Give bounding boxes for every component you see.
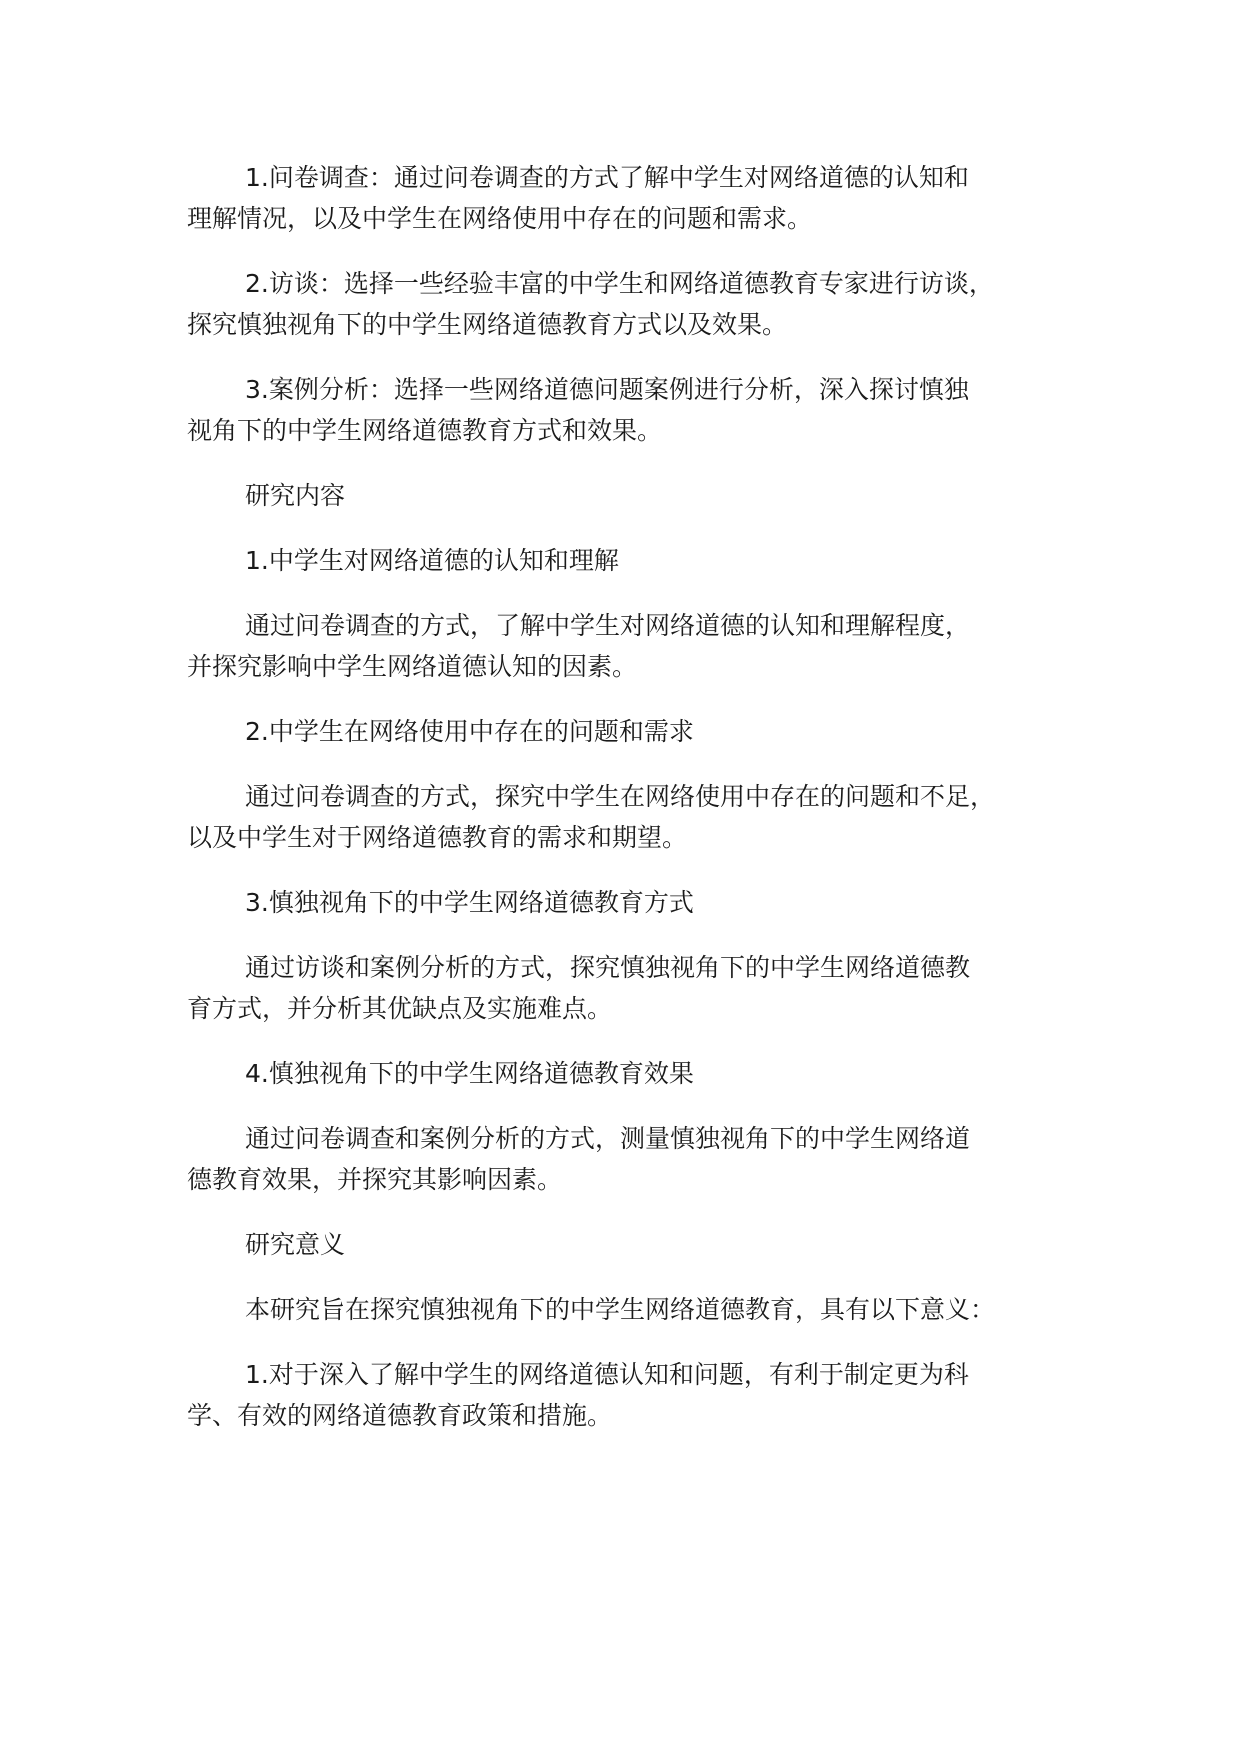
- subheading-cognition: 1.中学生对网络道德的认知和理解: [245, 546, 619, 575]
- text-line: 通过问卷调查和案例分析的方式，测量慎独视角下的中学生网络道: [245, 1124, 971, 1153]
- text-line: 理解情况，以及中学生在网络使用中存在的问题和需求。: [187, 204, 813, 233]
- section-heading-research-content: 研究内容: [245, 481, 346, 510]
- paragraph-method-survey: [187, 157, 1072, 239]
- text-line: 以及中学生对于网络道德教育的需求和期望。: [187, 823, 688, 852]
- text-line: 视角下的中学生网络道德教育方式和效果。: [187, 416, 663, 445]
- subheading-problems-needs: 2.中学生在网络使用中存在的问题和需求: [245, 717, 694, 746]
- paragraph-method-case-analysis: [187, 369, 1072, 451]
- paragraph-education-effects: [187, 1118, 1072, 1200]
- text-line: 1.对于深入了解中学生的网络道德认知和问题，有利于制定更为科: [245, 1360, 969, 1389]
- paragraph-cognition: [187, 605, 1072, 687]
- text-line: 1.问卷调查：通过问卷调查的方式了解中学生对网络道德的认知和: [245, 163, 969, 192]
- text-line: 学、有效的网络道德教育政策和措施。: [187, 1401, 613, 1430]
- text-line: 探究慎独视角下的中学生网络道德教育方式以及效果。: [187, 310, 788, 339]
- document-page: [187, 157, 1072, 1460]
- text-line: 并探究影响中学生网络道德认知的因素。: [187, 652, 638, 681]
- text-line: 通过问卷调查的方式，探究中学生在网络使用中存在的问题和不足，: [245, 782, 996, 811]
- subheading-education-effects: 4.慎独视角下的中学生网络道德教育效果: [245, 1059, 694, 1088]
- text-line: 通过问卷调查的方式，了解中学生对网络道德的认知和理解程度，: [245, 611, 971, 640]
- text-line: 育方式，并分析其优缺点及实施难点。: [187, 994, 613, 1023]
- paragraph-significance-1: [187, 1354, 1072, 1436]
- paragraph-method-interview: [187, 263, 1072, 345]
- paragraph-problems-needs: [187, 776, 1072, 858]
- paragraph-education-methods: [187, 947, 1072, 1029]
- text-line: 2.访谈：选择一些经验丰富的中学生和网络道德教育专家进行访谈，: [245, 269, 994, 298]
- section-heading-significance: 研究意义: [245, 1230, 346, 1259]
- text-line: 通过访谈和案例分析的方式，探究慎独视角下的中学生网络道德教: [245, 953, 971, 982]
- text-line: 德教育效果，并探究其影响因素。: [187, 1165, 563, 1194]
- text-line: 3.案例分析：选择一些网络道德问题案例进行分析，深入探讨慎独: [245, 375, 969, 404]
- paragraph-significance-intro: 本研究旨在探究慎独视角下的中学生网络道德教育，具有以下意义：: [245, 1295, 996, 1324]
- subheading-education-methods: 3.慎独视角下的中学生网络道德教育方式: [245, 888, 694, 917]
